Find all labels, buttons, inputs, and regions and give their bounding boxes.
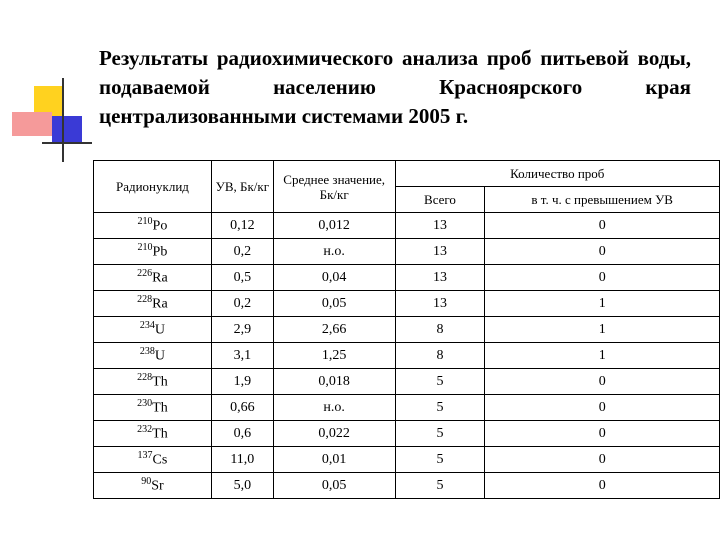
- cell-uv: 0,6: [211, 421, 273, 447]
- decor-vertical-line: [62, 78, 64, 162]
- cell-radionuclide: [94, 421, 212, 447]
- table-row: [94, 473, 720, 499]
- element-symbol: Pb: [152, 244, 168, 260]
- header-uv: УВ, Бк/кг: [211, 161, 273, 213]
- mass-number: 234: [139, 320, 155, 332]
- results-table: [93, 160, 720, 499]
- element-symbol: Sr: [151, 478, 164, 494]
- cell-mean: 0,04: [273, 265, 395, 291]
- table-row: [94, 447, 720, 473]
- cell-radionuclide: [94, 447, 212, 473]
- table-row: [94, 265, 720, 291]
- header-exceed: в т. ч. с превышением УВ: [485, 187, 720, 213]
- table-row: [94, 213, 720, 239]
- cell-mean: 0,022: [273, 421, 395, 447]
- cell-uv: 2,9: [211, 317, 273, 343]
- cell-exceed: 1: [485, 291, 720, 317]
- element-symbol: U: [154, 322, 165, 338]
- mass-number: 90: [141, 476, 152, 488]
- decor-blue-square: [52, 116, 82, 144]
- header-radionuclide: Радионуклид: [94, 161, 212, 213]
- cell-uv: 1,9: [211, 369, 273, 395]
- cell-total: 5: [395, 473, 485, 499]
- element-symbol: Ra: [152, 270, 168, 286]
- element-symbol: U: [154, 348, 165, 364]
- cell-total: 5: [395, 395, 485, 421]
- cell-mean: 2,66: [273, 317, 395, 343]
- cell-mean: 0,01: [273, 447, 395, 473]
- mass-number: 226: [137, 268, 153, 280]
- element-symbol: Th: [152, 400, 168, 416]
- cell-radionuclide: [94, 213, 212, 239]
- cell-uv: 11,0: [211, 447, 273, 473]
- mass-number: 238: [139, 346, 155, 358]
- cell-total: 13: [395, 239, 485, 265]
- cell-total: 5: [395, 369, 485, 395]
- cell-radionuclide: [94, 239, 212, 265]
- header-mean: Среднее значение, Бк/кг: [273, 161, 395, 213]
- table-row: [94, 421, 720, 447]
- cell-radionuclide: [94, 291, 212, 317]
- cell-uv: 0,12: [211, 213, 273, 239]
- cell-total: 13: [395, 213, 485, 239]
- mass-number: 210: [137, 242, 153, 254]
- cell-uv: 3,1: [211, 343, 273, 369]
- cell-total: 5: [395, 421, 485, 447]
- cell-radionuclide: [94, 473, 212, 499]
- cell-uv: 5,0: [211, 473, 273, 499]
- cell-mean: 1,25: [273, 343, 395, 369]
- cell-exceed: 0: [485, 395, 720, 421]
- cell-exceed: 0: [485, 239, 720, 265]
- cell-exceed: 0: [485, 473, 720, 499]
- mass-number: 228: [137, 294, 153, 306]
- cell-mean: 0,018: [273, 369, 395, 395]
- mass-number: 228: [137, 372, 153, 384]
- cell-radionuclide: [94, 343, 212, 369]
- table-row: [94, 317, 720, 343]
- cell-exceed: 0: [485, 369, 720, 395]
- cell-radionuclide: [94, 369, 212, 395]
- mass-number: 210: [137, 216, 153, 228]
- cell-total: 8: [395, 343, 485, 369]
- decor-horizontal-line: [42, 142, 92, 144]
- cell-uv: 0,2: [211, 239, 273, 265]
- cell-total: 5: [395, 447, 485, 473]
- cell-exceed: 1: [485, 343, 720, 369]
- cell-mean: 0,05: [273, 291, 395, 317]
- cell-uv: 0,2: [211, 291, 273, 317]
- header-count-group: Количество проб: [395, 161, 719, 187]
- table-row: [94, 291, 720, 317]
- mass-number: 230: [137, 398, 153, 410]
- cell-uv: 0,5: [211, 265, 273, 291]
- cell-exceed: 0: [485, 421, 720, 447]
- element-symbol: Po: [152, 218, 168, 234]
- table-body: [94, 213, 720, 499]
- table-row: [94, 343, 720, 369]
- table-row: [94, 239, 720, 265]
- cell-total: 8: [395, 317, 485, 343]
- element-symbol: Cs: [152, 452, 168, 468]
- cell-total: 13: [395, 265, 485, 291]
- table-row: [94, 395, 720, 421]
- table-header-row-1: [94, 161, 720, 187]
- cell-mean: 0,05: [273, 473, 395, 499]
- cell-radionuclide: [94, 395, 212, 421]
- cell-radionuclide: [94, 317, 212, 343]
- slide-title: Результаты радиохимического анализа проб питьевой воды, подаваемой населению Красноярского края централизованными системами 2005 г.: [99, 46, 691, 128]
- mass-number: 232: [137, 424, 153, 436]
- element-symbol: Th: [152, 374, 168, 390]
- cell-mean: н.о.: [273, 239, 395, 265]
- element-symbol: Th: [152, 426, 168, 442]
- cell-total: 13: [395, 291, 485, 317]
- cell-radionuclide: [94, 265, 212, 291]
- mass-number: 137: [137, 450, 153, 462]
- header-total: Всего: [395, 187, 485, 213]
- cell-exceed: 0: [485, 213, 720, 239]
- cell-mean: н.о.: [273, 395, 395, 421]
- element-symbol: Ra: [152, 296, 168, 312]
- cell-exceed: 1: [485, 317, 720, 343]
- cell-exceed: 0: [485, 265, 720, 291]
- cell-mean: 0,012: [273, 213, 395, 239]
- cell-exceed: 0: [485, 447, 720, 473]
- decor-red-square: [12, 112, 52, 136]
- table-row: [94, 369, 720, 395]
- cell-uv: 0,66: [211, 395, 273, 421]
